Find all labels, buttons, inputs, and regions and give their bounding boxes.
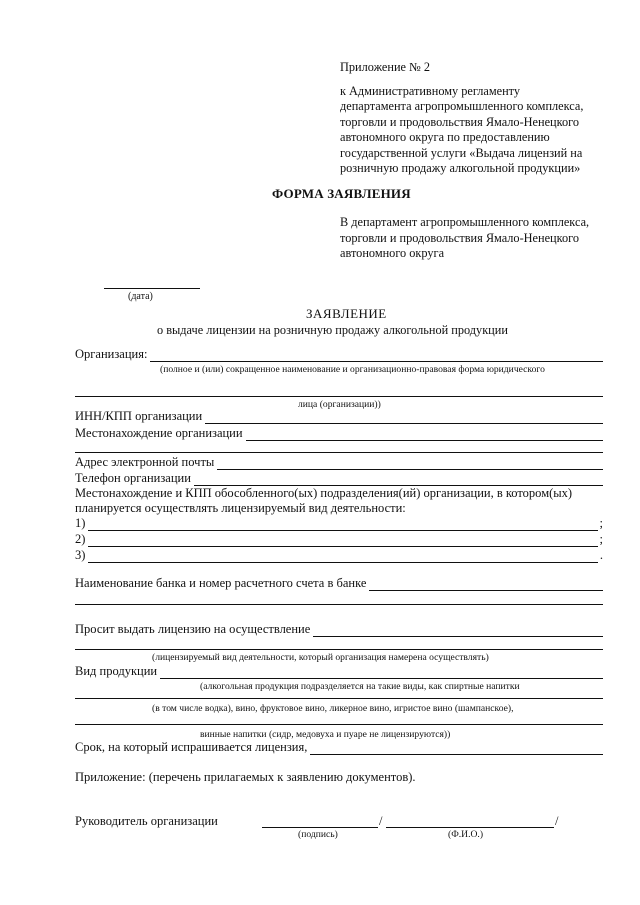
item-terminator: .: [599, 548, 603, 562]
full-name-hint: (Ф.И.О.): [448, 829, 484, 840]
product-type-line-3[interactable]: [75, 724, 603, 725]
location-label: Местонахождение организации: [75, 426, 243, 440]
signature-end-slash: /: [555, 814, 559, 828]
signature-field[interactable]: [262, 827, 378, 828]
product-type-field[interactable]: [160, 667, 603, 679]
email-field[interactable]: [217, 458, 603, 470]
organization-label: Организация:: [75, 347, 148, 361]
product-type-label: Вид продукции: [75, 664, 158, 678]
head-label: Руководитель организации: [75, 814, 218, 828]
subdivision-item-1: [75, 515, 603, 531]
email-row: [75, 454, 603, 470]
appendix-block: [340, 60, 630, 177]
license-hint: (лицензируемый вид деятельности, который организация намерена осуществлять): [152, 652, 489, 663]
license-request-field[interactable]: [313, 625, 603, 637]
location-row: [75, 425, 603, 441]
appendix-line: торговли и продовольствия Ямало-Ненецкого: [340, 114, 580, 129]
term-field[interactable]: [310, 743, 603, 755]
subdivision-field-3[interactable]: [88, 551, 597, 563]
item-terminator: ;: [599, 532, 603, 546]
email-label: Адрес электронной почты: [75, 455, 215, 469]
item-number: 3): [75, 548, 86, 562]
product-hint-2: (в том числе водка), вино, фруктовое вино, ликерное вино, игристое вино (шампанское),: [152, 703, 514, 714]
item-number: 2): [75, 532, 86, 546]
phone-label: Телефон организации: [75, 471, 191, 485]
location-field-line-2[interactable]: [75, 452, 603, 453]
bank-field[interactable]: [369, 579, 603, 591]
document-heading: ЗАЯВЛЕНИЕ: [306, 306, 387, 321]
appendix-line: розничную продажу алкогольной продукции»: [340, 161, 581, 175]
appendix-line: к Административному регламенту: [340, 83, 521, 98]
item-terminator: ;: [599, 516, 603, 530]
signature-separator: /: [379, 814, 383, 828]
form-title: ФОРМА ЗАЯВЛЕНИЯ: [272, 186, 411, 201]
date-field[interactable]: [104, 287, 200, 289]
product-type-line-2[interactable]: [75, 698, 603, 699]
bank-label: Наименование банка и номер расчетного счета в банке: [75, 576, 367, 590]
inn-kpp-field[interactable]: [205, 412, 603, 424]
location-field[interactable]: [246, 429, 603, 441]
term-label: Срок, на который испрашивается лицензия,: [75, 740, 308, 754]
signature-hint: (подпись): [298, 829, 338, 840]
product-type-row: [75, 663, 603, 679]
addressee-line: автономного округа: [340, 246, 445, 260]
bank-field-line-2[interactable]: [75, 604, 603, 605]
inn-kpp-label: ИНН/КПП организации: [75, 409, 203, 423]
full-name-field[interactable]: [386, 827, 554, 828]
subdivision-field-1[interactable]: [88, 519, 597, 531]
license-request-row: [75, 621, 603, 637]
appendix-line: государственной услуги «Выдача лицензий на: [340, 145, 583, 160]
document-subheading: о выдаче лицензии на розничную продажу алкогольной продукции: [157, 323, 508, 337]
date-label: (дата): [128, 291, 153, 302]
organization-field[interactable]: [150, 350, 603, 362]
addressee-line: торговли и продовольствия Ямало-Ненецкого: [340, 230, 580, 245]
license-request-line-2[interactable]: [75, 649, 603, 650]
subdivision-text-1: Местонахождение и КПП обособленного(ых) подразделения(ий) организации, в котором(ых): [75, 486, 573, 500]
phone-row: [75, 470, 603, 486]
term-row: [75, 739, 603, 755]
organization-row: [75, 346, 603, 362]
appendix-line: автономного округа по предоставлению: [340, 130, 550, 144]
addressee-block: [340, 215, 589, 262]
subdivision-item-3: [75, 547, 603, 563]
item-number: 1): [75, 516, 86, 530]
appendix-line: департамента агропромышленного комплекса,: [340, 99, 584, 113]
addressee-line: В департамент агропромышленного комплекса,: [340, 215, 590, 229]
appendix-number: Приложение № 2: [340, 60, 431, 74]
phone-field[interactable]: [194, 474, 603, 486]
product-hint-3: винные напитки (сидр, медовуха и пуаре не лицензируются)): [200, 729, 451, 740]
product-hint-1: (алкогольная продукция подразделяется на такие виды, как спиртные напитки: [200, 681, 520, 692]
organization-hint-2: лица (организации)): [298, 399, 381, 410]
organization-field-line-2[interactable]: [75, 396, 603, 397]
subdivision-field-2[interactable]: [88, 535, 597, 547]
license-request-label: Просит выдать лицензию на осуществление: [75, 622, 311, 636]
subdivision-item-2: [75, 531, 603, 547]
bank-row: [75, 575, 603, 591]
attachment-text: Приложение: (перечень прилагаемых к заявлению документов).: [75, 770, 416, 784]
subdivision-text-2: планируется осуществлять лицензируемый вид деятельности:: [75, 501, 406, 515]
inn-kpp-row: [75, 408, 603, 424]
organization-hint: (полное и (или) сокращенное наименование и организационно-правовая форма юридического: [160, 364, 545, 375]
